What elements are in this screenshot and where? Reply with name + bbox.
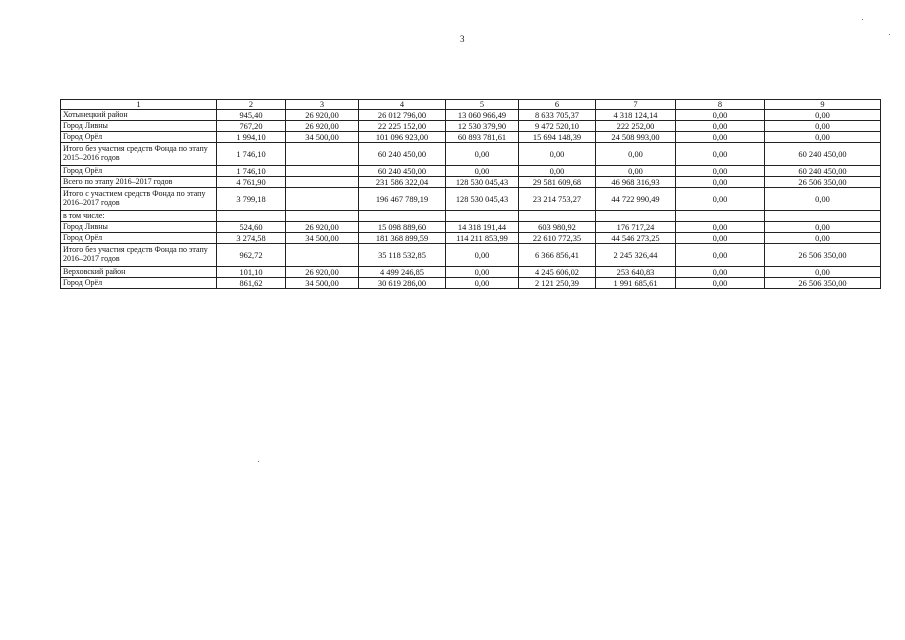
table-row <box>61 188 881 211</box>
value-cell: 0,00 <box>676 267 765 278</box>
row-label-cell: Город Орёл <box>61 278 217 289</box>
value-cell: 34 500,00 <box>286 233 359 244</box>
value-cell: 0,00 <box>676 166 765 177</box>
value-cell: 46 968 316,93 <box>596 177 676 188</box>
scan-speck <box>889 34 890 35</box>
value-cell: 60 240 450,00 <box>359 166 446 177</box>
table-body <box>61 100 881 289</box>
value-cell: 60 240 450,00 <box>765 166 881 177</box>
value-cell: 44 722 990,49 <box>596 188 676 211</box>
row-label-cell: Город Орёл <box>61 233 217 244</box>
scan-speck <box>862 19 863 20</box>
value-cell: 0,00 <box>676 177 765 188</box>
row-label-cell: Итого без участия средств Фонда по этапу 2015–2016 годов <box>61 143 217 166</box>
value-cell: 0,00 <box>765 188 881 211</box>
value-cell <box>286 211 359 222</box>
value-cell <box>286 244 359 267</box>
value-cell: 0,00 <box>765 233 881 244</box>
value-cell: 60 240 450,00 <box>765 143 881 166</box>
value-cell: 12 530 379,90 <box>446 121 519 132</box>
column-header: 8 <box>676 100 765 110</box>
value-cell: 1 746,10 <box>217 143 286 166</box>
value-cell: 3 799,18 <box>217 188 286 211</box>
value-cell: 34 500,00 <box>286 278 359 289</box>
value-cell <box>446 211 519 222</box>
value-cell: 22 610 772,35 <box>519 233 596 244</box>
value-cell: 4 318 124,14 <box>596 110 676 121</box>
table-row <box>61 121 881 132</box>
row-label-cell: Верховский район <box>61 267 217 278</box>
value-cell: 0,00 <box>446 244 519 267</box>
value-cell: 22 225 152,00 <box>359 121 446 132</box>
value-cell: 26 506 350,00 <box>765 177 881 188</box>
table-header-row <box>61 100 881 110</box>
value-cell: 0,00 <box>765 132 881 143</box>
value-cell: 0,00 <box>765 121 881 132</box>
value-cell: 26 920,00 <box>286 267 359 278</box>
value-cell: 101,10 <box>217 267 286 278</box>
value-cell: 0,00 <box>676 110 765 121</box>
value-cell: 861,62 <box>217 278 286 289</box>
value-cell: 1 746,10 <box>217 166 286 177</box>
value-cell: 0,00 <box>765 110 881 121</box>
value-cell: 26 012 796,00 <box>359 110 446 121</box>
value-cell <box>596 211 676 222</box>
value-cell <box>519 211 596 222</box>
column-header: 7 <box>596 100 676 110</box>
value-cell: 26 920,00 <box>286 110 359 121</box>
value-cell: 26 920,00 <box>286 121 359 132</box>
value-cell: 0,00 <box>676 121 765 132</box>
value-cell: 0,00 <box>519 166 596 177</box>
table-row <box>61 211 881 222</box>
value-cell: 767,20 <box>217 121 286 132</box>
value-cell: 15 694 148,39 <box>519 132 596 143</box>
value-cell: 101 096 923,00 <box>359 132 446 143</box>
value-cell: 181 368 899,59 <box>359 233 446 244</box>
value-cell: 962,72 <box>217 244 286 267</box>
column-header: 5 <box>446 100 519 110</box>
value-cell: 2 245 326,44 <box>596 244 676 267</box>
row-label-cell: Итого с участием средств Фонда по этапу 2016–2017 годов <box>61 188 217 211</box>
column-header: 9 <box>765 100 881 110</box>
column-header: 2 <box>217 100 286 110</box>
value-cell: 0,00 <box>765 222 881 233</box>
value-cell: 9 472 520,10 <box>519 121 596 132</box>
value-cell: 23 214 753,27 <box>519 188 596 211</box>
table-row <box>61 177 881 188</box>
value-cell: 24 508 993,00 <box>596 132 676 143</box>
value-cell: 26 506 350,00 <box>765 244 881 267</box>
value-cell: 1 991 685,61 <box>596 278 676 289</box>
value-cell: 4 499 246,85 <box>359 267 446 278</box>
table-row <box>61 132 881 143</box>
value-cell: 4 245 606,02 <box>519 267 596 278</box>
value-cell: 231 586 322,04 <box>359 177 446 188</box>
row-label-cell: Город Орёл <box>61 132 217 143</box>
value-cell: 0,00 <box>446 143 519 166</box>
value-cell: 15 098 889,60 <box>359 222 446 233</box>
value-cell <box>286 177 359 188</box>
table-row <box>61 244 881 267</box>
row-label-cell: Город Ливны <box>61 222 217 233</box>
value-cell: 13 060 966,49 <box>446 110 519 121</box>
row-label-cell: Итого без участия средств Фонда по этапу 2016–2017 годов <box>61 244 217 267</box>
value-cell: 60 240 450,00 <box>359 143 446 166</box>
value-cell: 222 252,00 <box>596 121 676 132</box>
table-row <box>61 166 881 177</box>
value-cell: 0,00 <box>676 143 765 166</box>
value-cell: 0,00 <box>596 143 676 166</box>
page-number: 3 <box>460 34 465 44</box>
value-cell: 0,00 <box>676 132 765 143</box>
value-cell: 0,00 <box>676 233 765 244</box>
table-row <box>61 278 881 289</box>
table-row <box>61 110 881 121</box>
value-cell <box>217 211 286 222</box>
row-label-cell: Всего по этапу 2016–2017 годов <box>61 177 217 188</box>
value-cell: 128 530 045,43 <box>446 177 519 188</box>
value-cell: 128 530 045,43 <box>446 188 519 211</box>
value-cell: 8 633 705,37 <box>519 110 596 121</box>
column-header: 4 <box>359 100 446 110</box>
value-cell: 253 640,83 <box>596 267 676 278</box>
value-cell: 2 121 250,39 <box>519 278 596 289</box>
value-cell: 3 274,58 <box>217 233 286 244</box>
value-cell <box>286 188 359 211</box>
value-cell: 44 546 273,25 <box>596 233 676 244</box>
row-label-cell: в том числе: <box>61 211 217 222</box>
value-cell: 0,00 <box>519 143 596 166</box>
value-cell: 0,00 <box>676 244 765 267</box>
value-cell: 0,00 <box>676 278 765 289</box>
value-cell: 4 761,90 <box>217 177 286 188</box>
value-cell: 196 467 789,19 <box>359 188 446 211</box>
data-table <box>60 99 881 289</box>
row-label-cell: Город Орёл <box>61 166 217 177</box>
value-cell: 30 619 286,00 <box>359 278 446 289</box>
value-cell <box>676 211 765 222</box>
value-cell: 35 118 532,85 <box>359 244 446 267</box>
column-header: 1 <box>61 100 217 110</box>
value-cell <box>286 143 359 166</box>
value-cell <box>359 211 446 222</box>
column-header: 6 <box>519 100 596 110</box>
table-row <box>61 222 881 233</box>
column-header: 3 <box>286 100 359 110</box>
value-cell: 34 500,00 <box>286 132 359 143</box>
value-cell <box>765 211 881 222</box>
value-cell: 1 994,10 <box>217 132 286 143</box>
value-cell: 0,00 <box>446 267 519 278</box>
value-cell: 114 211 853,99 <box>446 233 519 244</box>
value-cell: 0,00 <box>446 278 519 289</box>
value-cell: 0,00 <box>446 166 519 177</box>
value-cell: 524,60 <box>217 222 286 233</box>
value-cell: 176 717,24 <box>596 222 676 233</box>
row-label-cell: Хотынецкий район <box>61 110 217 121</box>
row-label-cell: Город Ливны <box>61 121 217 132</box>
value-cell: 0,00 <box>596 166 676 177</box>
table-row <box>61 143 881 166</box>
table-row <box>61 267 881 278</box>
value-cell: 0,00 <box>676 188 765 211</box>
value-cell: 603 980,92 <box>519 222 596 233</box>
value-cell: 0,00 <box>676 222 765 233</box>
scan-speck <box>258 461 259 462</box>
value-cell: 0,00 <box>765 267 881 278</box>
value-cell: 14 318 191,44 <box>446 222 519 233</box>
value-cell <box>286 166 359 177</box>
value-cell: 60 893 781,61 <box>446 132 519 143</box>
value-cell: 945,40 <box>217 110 286 121</box>
value-cell: 26 920,00 <box>286 222 359 233</box>
value-cell: 6 366 856,41 <box>519 244 596 267</box>
value-cell: 29 581 609,68 <box>519 177 596 188</box>
table-row <box>61 233 881 244</box>
value-cell: 26 506 350,00 <box>765 278 881 289</box>
